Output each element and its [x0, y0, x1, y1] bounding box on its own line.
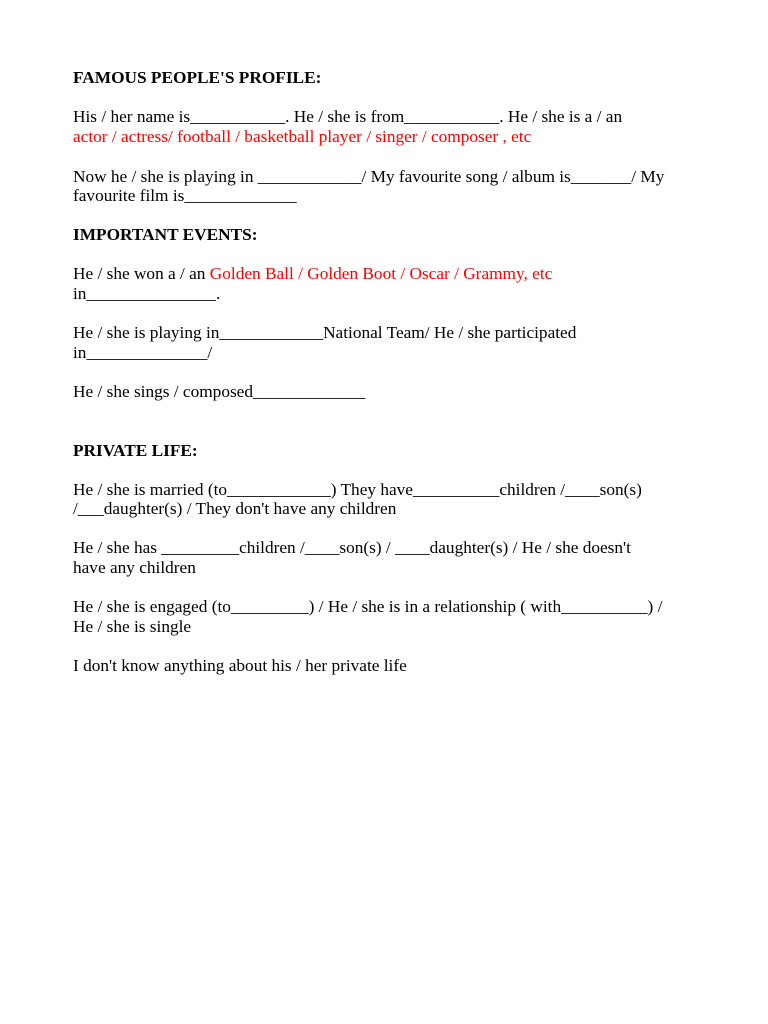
relationship-line-2: He / she is single — [73, 617, 192, 636]
team-line-1: He / she is playing in____________National Team/ He / she participated — [73, 323, 577, 342]
name-origin-line: His / her name is___________. He / she is from___________. He / she is a / an — [73, 107, 623, 126]
team-line-2: in______________/ — [73, 343, 213, 362]
children-line-1: He / she has _________children /____son(s) / ____daughter(s) / He / she doesn't — [73, 538, 631, 557]
unknown-private-line: I don't know anything about his / her private life — [73, 656, 407, 675]
events-heading: IMPORTANT EVENTS: — [73, 225, 258, 244]
favourites-line-2: favourite film is_____________ — [73, 186, 297, 205]
awards-line-2: in_______________. — [73, 284, 221, 303]
children-line-2: have any children — [73, 558, 196, 577]
private-heading: PRIVATE LIFE: — [73, 441, 198, 460]
married-line-2: /___daughter(s) / They don't have any children — [73, 499, 397, 518]
awards-prefix: He / she won a / an — [73, 264, 210, 283]
award-options: Golden Ball / Golden Boot / Oscar / Grammy, etc — [209, 264, 553, 283]
sings-line: He / she sings / composed_____________ — [73, 382, 366, 401]
married-line-1: He / she is married (to____________) They have__________children /____son(s) — [73, 480, 642, 499]
relationship-line-1: He / she is engaged (to_________) / He / she is in a relationship ( with__________) / — [73, 597, 663, 616]
favourites-line-1: Now he / she is playing in ____________/ My favourite song / album is_______/ My — [73, 167, 665, 186]
occupation-options: actor / actress/ football / basketball player / singer / composer , etc — [73, 127, 532, 146]
profile-heading: FAMOUS PEOPLE'S PROFILE: — [73, 68, 322, 87]
awards-line-1 — [73, 264, 552, 284]
